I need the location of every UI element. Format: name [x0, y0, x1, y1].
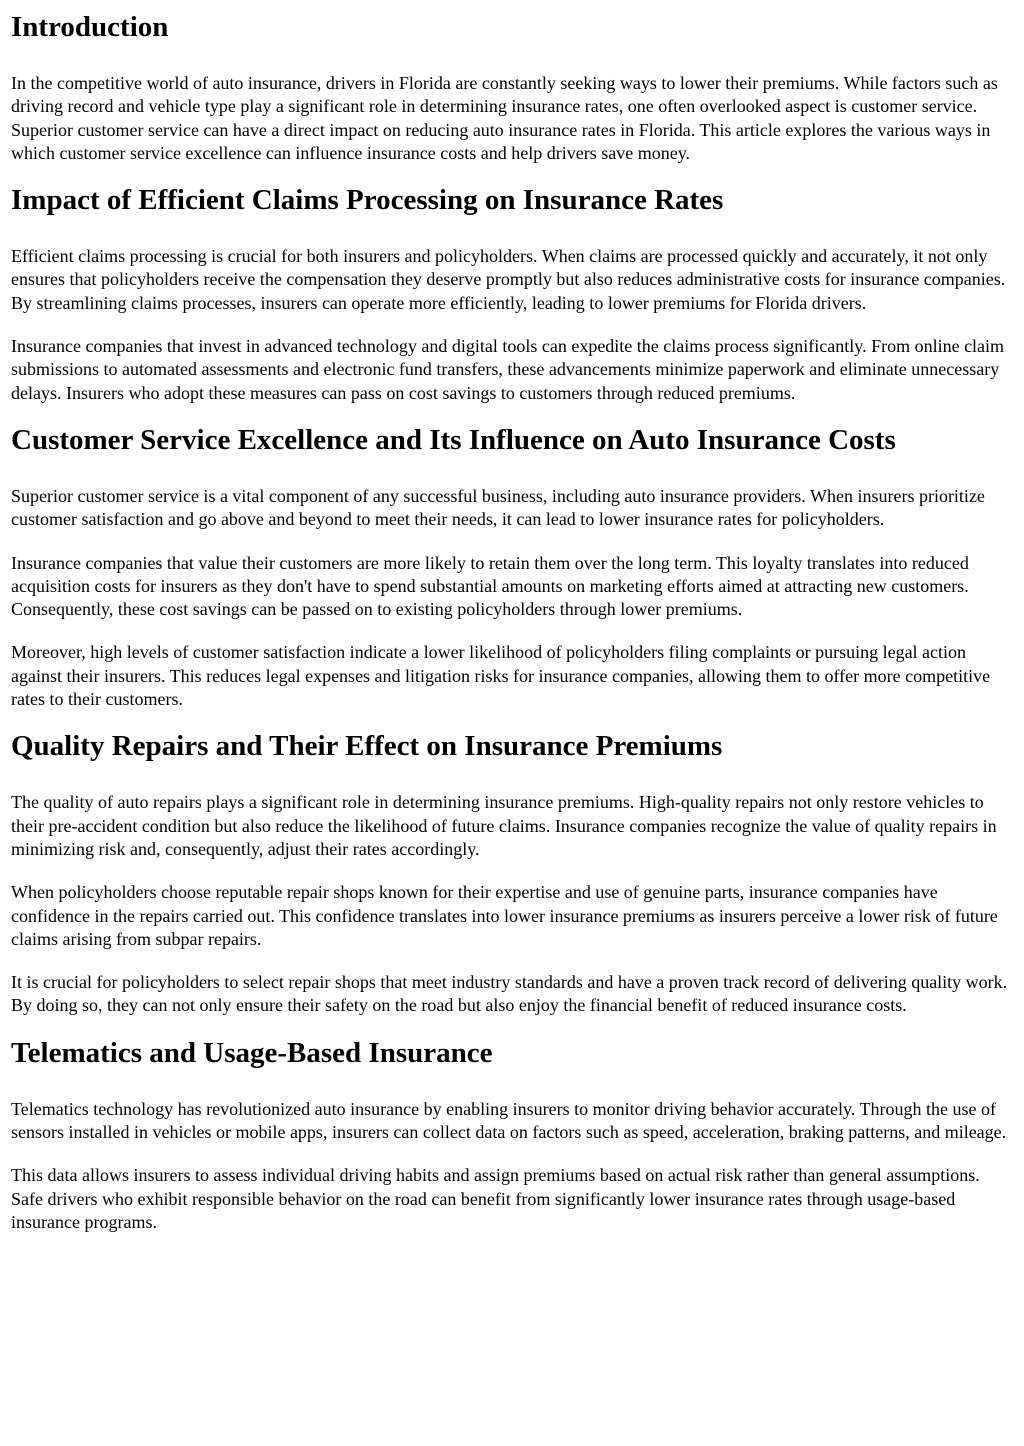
section-heading: Quality Repairs and Their Effect on Insurance Premiums — [11, 730, 723, 763]
paragraph: Efficient claims processing is crucial for both insurers and policyholders. When claims are processed quickly and accurately, it not only ensures that policyholders receive the compensation they deserve promptly but also reduces administrative costs for insurance companies. By streamlining claims processes, insurers can operate more efficiently, leading to lower premiums for Florida drivers. — [11, 246, 1006, 313]
paragraph: Superior customer service is a vital component of any successful business, including auto insurance providers. When insurers prioritize customer satisfaction and go above and beyond to meet their needs, it can lead to lower insurance rates for policyholders. — [11, 485, 985, 530]
paragraph: In the competitive world of auto insurance, drivers in Florida are constantly seeking ways to lower their premiums. While factors such as driving record and vehicle type play a significant role in determining insurance rates, one often overlooked aspect is customer service. Superior customer service can have a direct impact on reducing auto insurance rates in Florida. This article explores the various ways in which customer service excellence can influence insurance costs and help drivers save money. — [11, 73, 998, 163]
paragraph: Insurance companies that value their customers are more likely to retain them over the long term. This loyalty translates into reduced acquisition costs for insurers as they don't have to spend substantial amounts on marketing efforts aimed at attracting new customers. Consequently, these cost savings can be passed on to existing policyholders through lower premiums. — [11, 552, 969, 620]
paragraph: The quality of auto repairs plays a significant role in determining insurance premiums. High-quality repairs not only restore vehicles to their pre-accident condition but also reduce the likelihood of future claims. Insurance companies recognize the value of quality repairs in minimizing risk and, consequently, adjust their rates accordingly. — [11, 792, 997, 859]
paragraph: It is crucial for policyholders to select repair shops that meet industry standards and have a proven track record of delivering quality work. By doing so, they can not only ensure their safety on the road but also enjoy the financial benefit of reduced insurance costs. — [11, 972, 1008, 1016]
paragraph: This data allows insurers to assess individual driving habits and assign premiums based on actual risk rather than general assumptions. Safe drivers who exhibit responsible behavior on the road can benefit from significantly lower insurance rates through usage-based insurance programs. — [11, 1165, 980, 1232]
section-heading: Customer Service Excellence and Its Influence on Auto Insurance Costs — [11, 423, 896, 456]
section-heading: Telematics and Usage-Based Insurance — [11, 1036, 493, 1069]
paragraph: Insurance companies that invest in advanced technology and digital tools can expedite the claims process significantly. From online claim submissions to automated assessments and electronic fund transfers, these advancements minimize paperwork and eliminate unnecessary delays. Insurers who adopt these measures can pass on cost savings to customers through reduced premiums. — [11, 336, 1005, 403]
section-claims-processing — [11, 183, 1015, 405]
paragraph: When policyholders choose reputable repair shops known for their expertise and use of genuine parts, insurance companies have confidence in the repairs carried out. This confidence translates into lower insurance premiums as insurers perceive a lower risk of future claims arising from subpar repairs. — [11, 882, 998, 949]
section-quality-repairs — [11, 729, 1015, 1017]
section-telematics — [11, 1036, 1015, 1234]
section-heading: Introduction — [11, 11, 169, 43]
section-introduction — [11, 0, 1015, 165]
paragraph: Moreover, high levels of customer satisfaction indicate a lower likelihood of policyholders filing complaints or pursuing legal action against their insurers. This reduces legal expenses and litigation risks for insurance companies, allowing them to offer more competitive rates to their customers. — [11, 642, 991, 710]
section-customer-service — [11, 423, 1015, 711]
paragraph: Telematics technology has revolutionized auto insurance by enabling insurers to monitor driving behavior accurately. Through the use of sensors installed in vehicles or mobile apps, insurers can collect data on factors such as speed, acceleration, braking patterns, and mileage. — [11, 1098, 1007, 1143]
section-heading: Impact of Efficient Claims Processing on Insurance Rates — [11, 184, 724, 217]
